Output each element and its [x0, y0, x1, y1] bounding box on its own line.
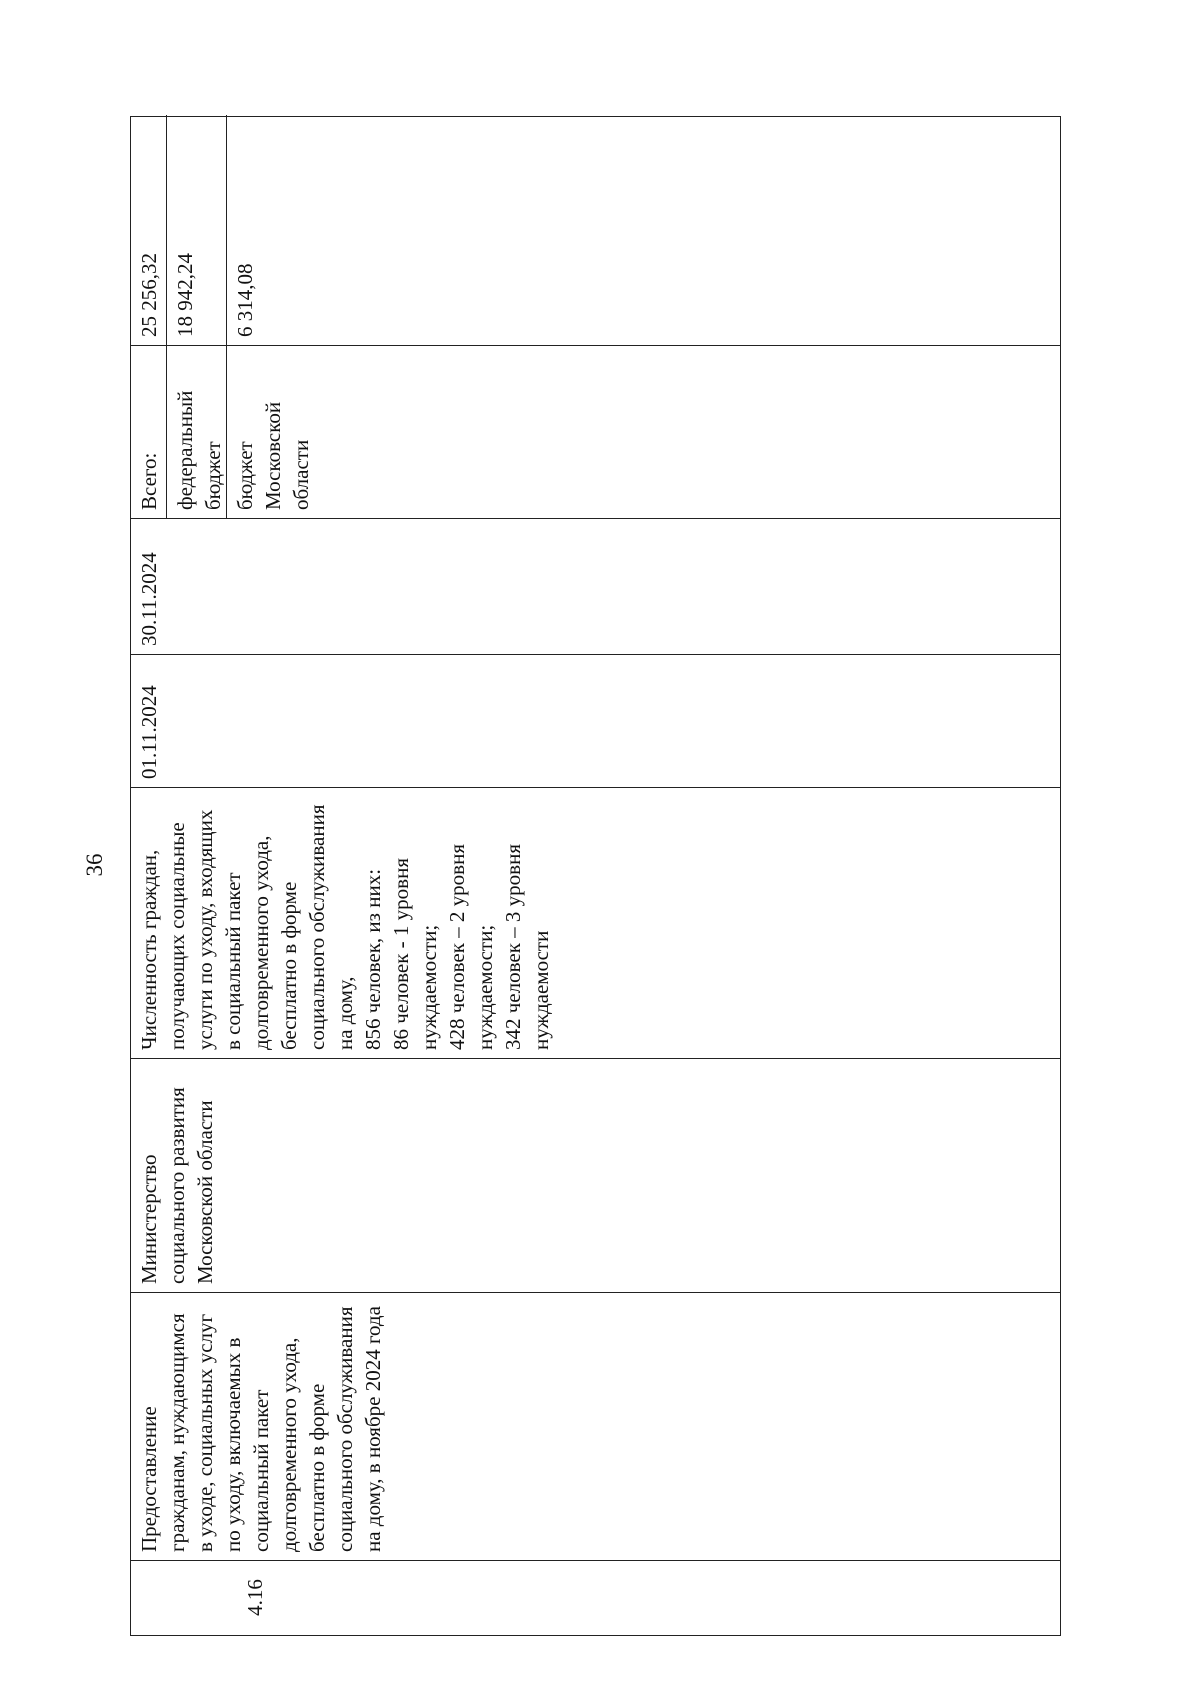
cell-row-number	[131, 1560, 1060, 1635]
end-date: 30.11.2024	[137, 552, 161, 646]
cell-end-date	[131, 518, 1060, 654]
cell-result	[131, 787, 1060, 1058]
result-line: Численность граждан, получающих социальные услуги по уходу, входящих в социальный пакет долговременного ухода, бесплатно в форме социального обслуживания на дому,	[137, 804, 357, 1050]
result-line: 428 человек – 2 уровня нуждаемости;	[445, 844, 497, 1050]
cell-event-name	[131, 1292, 1060, 1560]
page-number: 36	[82, 853, 107, 877]
cell-funding-amount	[131, 115, 1060, 345]
row-number: 4.16	[243, 1579, 267, 1616]
funding-source: Всего:	[131, 346, 167, 518]
start-date: 01.11.2024	[137, 685, 161, 779]
funding-amount: 25 256,32	[131, 115, 167, 345]
result-line: 856 человек, из них:	[361, 868, 385, 1050]
cell-funding-source	[131, 345, 1060, 518]
funding-source: бюджет Московской области	[233, 401, 313, 510]
funding-amount: 6 314,08	[233, 263, 257, 337]
plan-table	[130, 116, 1061, 1636]
document-sheet	[130, 116, 1061, 1636]
cell-start-date	[131, 654, 1060, 787]
funding-source: федеральный бюджет	[167, 346, 227, 518]
cell-executor	[131, 1058, 1060, 1292]
result-line: 342 человек – 3 уровня нуждаемости	[501, 844, 553, 1050]
executor-name: Министерство социального развития Московской области	[137, 1087, 217, 1284]
event-name: Предоставление гражданам, нуждающимся в уходе, социальных услуг по уходу, включаемых в социальный пакет долговременного ухода, бесплатно в форме социального обслуживания на дому, в ноябре 2024 года	[137, 1306, 385, 1552]
result-line: 86 человек - 1 уровня нуждаемости;	[389, 858, 441, 1050]
funding-amount: 18 942,24	[167, 115, 227, 345]
